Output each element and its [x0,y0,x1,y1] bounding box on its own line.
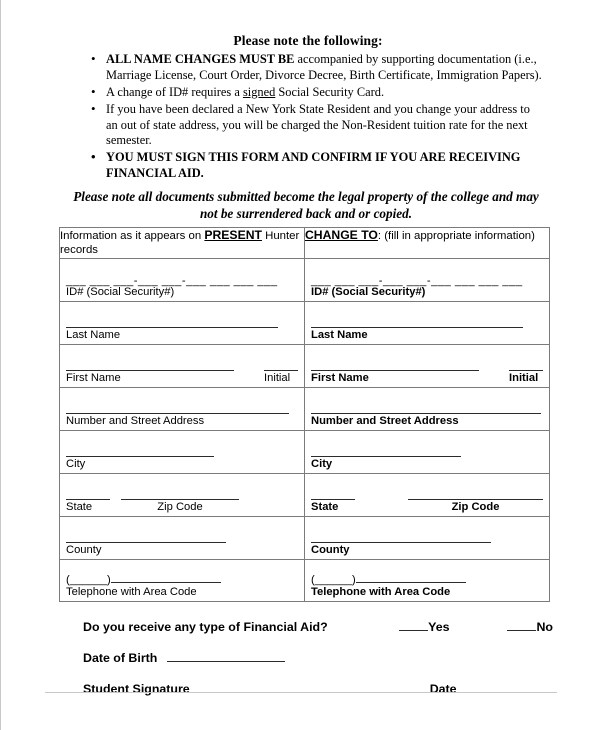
label-change-last-name: Last Name [311,328,368,341]
field-change-first-name-group[interactable] [311,370,543,384]
field-present-initial[interactable] [264,370,298,384]
field-present-ssn[interactable] [66,275,278,298]
label-change-state: State [311,500,339,513]
table-row [60,344,550,387]
table-row [60,387,550,430]
write-line [311,499,355,500]
table-row [60,301,550,344]
table-row [60,559,550,601]
label-change-phone: Telephone with Area Code [311,585,451,598]
header-present-pre: Information as it appears on [60,230,205,242]
field-present-last-name[interactable] [66,327,278,341]
cell-present-county[interactable] [60,516,305,559]
field-present-state[interactable] [66,499,110,513]
field-present-first-name-group[interactable] [66,370,298,384]
bullet-id-change-pre: A change of ID# requires a [106,84,243,99]
phone-area-code-parens-right: (______) [311,573,356,586]
write-line [66,370,234,371]
cell-change-city[interactable] [305,430,550,473]
field-present-state-zip-group[interactable] [66,499,239,513]
financial-aid-no-label: No [536,620,553,634]
header-cell-change-to [305,228,550,259]
field-change-zip[interactable] [408,499,543,513]
bullet-residency: • If you have been declared a New York State Resident and you change your address to an out of state address, you will be charged the Non-Resident tuition rate for the next semester. [63,102,543,150]
page-bottom-rule [45,692,557,693]
label-change-first-name: First Name [311,371,369,384]
cell-change-state-zip[interactable] [305,473,550,516]
field-change-phone[interactable] [311,574,466,598]
write-line [311,542,491,543]
header-cell-present [60,228,305,259]
cell-present-phone[interactable] [60,559,305,601]
write-line [408,499,543,500]
field-present-county[interactable] [66,542,226,556]
label-present-phone: Telephone with Area Code [66,585,197,598]
write-line [311,413,541,414]
cell-present-first-name[interactable] [60,344,305,387]
cell-change-county[interactable] [305,516,550,559]
ssn-blank-pattern-left: ___ ___ ___-___ ___-___ ___ ___ ___ [66,275,278,288]
field-change-last-name[interactable] [311,327,523,341]
field-change-street[interactable] [311,413,541,427]
label-present-street: Number and Street Address [66,414,205,427]
field-change-county[interactable] [311,542,491,556]
field-present-first-name[interactable] [66,370,234,384]
header-change-to-emphasis: CHANGE TO [305,228,378,242]
bullet-id-change-post: Social Security Card. [275,84,385,99]
notice-bullet-list [63,52,543,182]
field-present-city[interactable] [66,456,214,470]
label-present-ssn: ID# (Social Security#) [66,285,175,298]
table-row [60,473,550,516]
header-present-post: Hunter records [60,230,300,256]
date-of-birth-label: Date of Birth [83,651,158,665]
label-present-state: State [66,500,93,513]
notice-block [63,33,543,183]
write-line [311,327,523,328]
bottom-fields [83,620,553,696]
date-of-birth-row [83,651,553,665]
date-of-birth-blank[interactable] [167,661,285,662]
label-change-initial: Initial [509,371,539,384]
bullet-name-changes-lead: ALL NAME CHANGES MUST BE [106,52,295,66]
cell-present-state-zip[interactable] [60,473,305,516]
write-line [311,456,461,457]
field-present-street[interactable] [66,413,289,427]
field-change-ssn[interactable] [311,275,523,298]
cell-change-last-name[interactable] [305,301,550,344]
label-present-last-name: Last Name [66,328,121,341]
field-present-zip[interactable] [121,499,239,513]
financial-aid-row [83,620,553,634]
write-line [311,370,479,371]
ssn-blank-pattern-right: ___ ___ ___-___ ___-___ ___ ___ ___ [311,275,523,288]
label-change-street: Number and Street Address [311,414,459,427]
cell-change-ssn[interactable] [305,258,550,301]
phone-entry-right [311,574,466,586]
field-change-initial[interactable] [509,370,543,384]
legal-property-note: Please note all documents submitted become the legal property of the college and may not be surrendered back and or copied. [73,189,539,222]
label-present-zip: Zip Code [157,500,203,513]
signature-date-label: Date [429,682,457,696]
table-row [60,516,550,559]
financial-aid-question: Do you receive any type of Financial Aid? [83,620,328,634]
cell-present-last-name[interactable] [60,301,305,344]
financial-aid-no-blank[interactable] [507,630,536,631]
bullet-id-change [63,85,543,101]
table-row [60,430,550,473]
write-line [66,499,110,500]
phone-entry-left [66,574,221,586]
label-change-ssn: ID# (Social Security#) [311,285,426,298]
cell-change-first-name[interactable] [305,344,550,387]
write-line [66,542,226,543]
bullet-name-changes-rest: accompanied by supporting documentation (i.e., Marriage License, Court Order, Divorce Decree, Birth Certificate, Immigration Papers). [106,52,542,82]
write-line [509,370,543,371]
cell-present-ssn[interactable] [60,258,305,301]
notice-title: Please note the following: [233,33,383,48]
field-change-state-zip-group[interactable] [311,499,543,513]
field-change-city[interactable] [311,456,461,470]
label-present-city: City [66,457,86,470]
write-line [111,582,221,583]
bullet-sign-form: • YOU MUST SIGN THIS FORM AND CONFIRM IF YOU ARE RECEIVING FINANCIAL AID. [63,150,543,182]
cell-present-street[interactable] [60,387,305,430]
header-present-emphasis: PRESENT [204,228,262,242]
header-change-to-post: : (fill in appropriate information) [377,230,535,242]
student-signature-label: Student Signature [83,682,190,696]
field-change-first-name[interactable] [311,370,479,384]
signature-row [83,682,553,696]
cell-present-city[interactable] [60,430,305,473]
cell-change-street[interactable] [305,387,550,430]
write-line [356,582,466,583]
bullet-name-changes [63,52,543,84]
write-line [121,499,239,500]
write-line [264,370,298,371]
change-of-information-table [59,227,550,602]
bullet-id-change-underlined: signed [242,84,276,99]
field-present-phone[interactable] [66,574,221,598]
cell-change-phone[interactable] [305,559,550,601]
write-line [66,413,289,414]
table-header-row [60,228,550,259]
phone-area-code-parens-left: (______) [66,573,111,586]
write-line [66,327,278,328]
financial-aid-yes-label: Yes [428,620,450,634]
table-row [60,258,550,301]
field-change-state[interactable] [311,499,355,513]
label-present-first-name: First Name [66,371,121,384]
label-present-initial: Initial [264,371,291,384]
write-line [66,456,214,457]
financial-aid-yes-blank[interactable] [399,630,428,631]
label-present-county: County [66,543,102,556]
label-change-city: City [311,457,333,470]
label-change-zip: Zip Code [451,500,500,513]
label-change-county: County [311,543,350,556]
